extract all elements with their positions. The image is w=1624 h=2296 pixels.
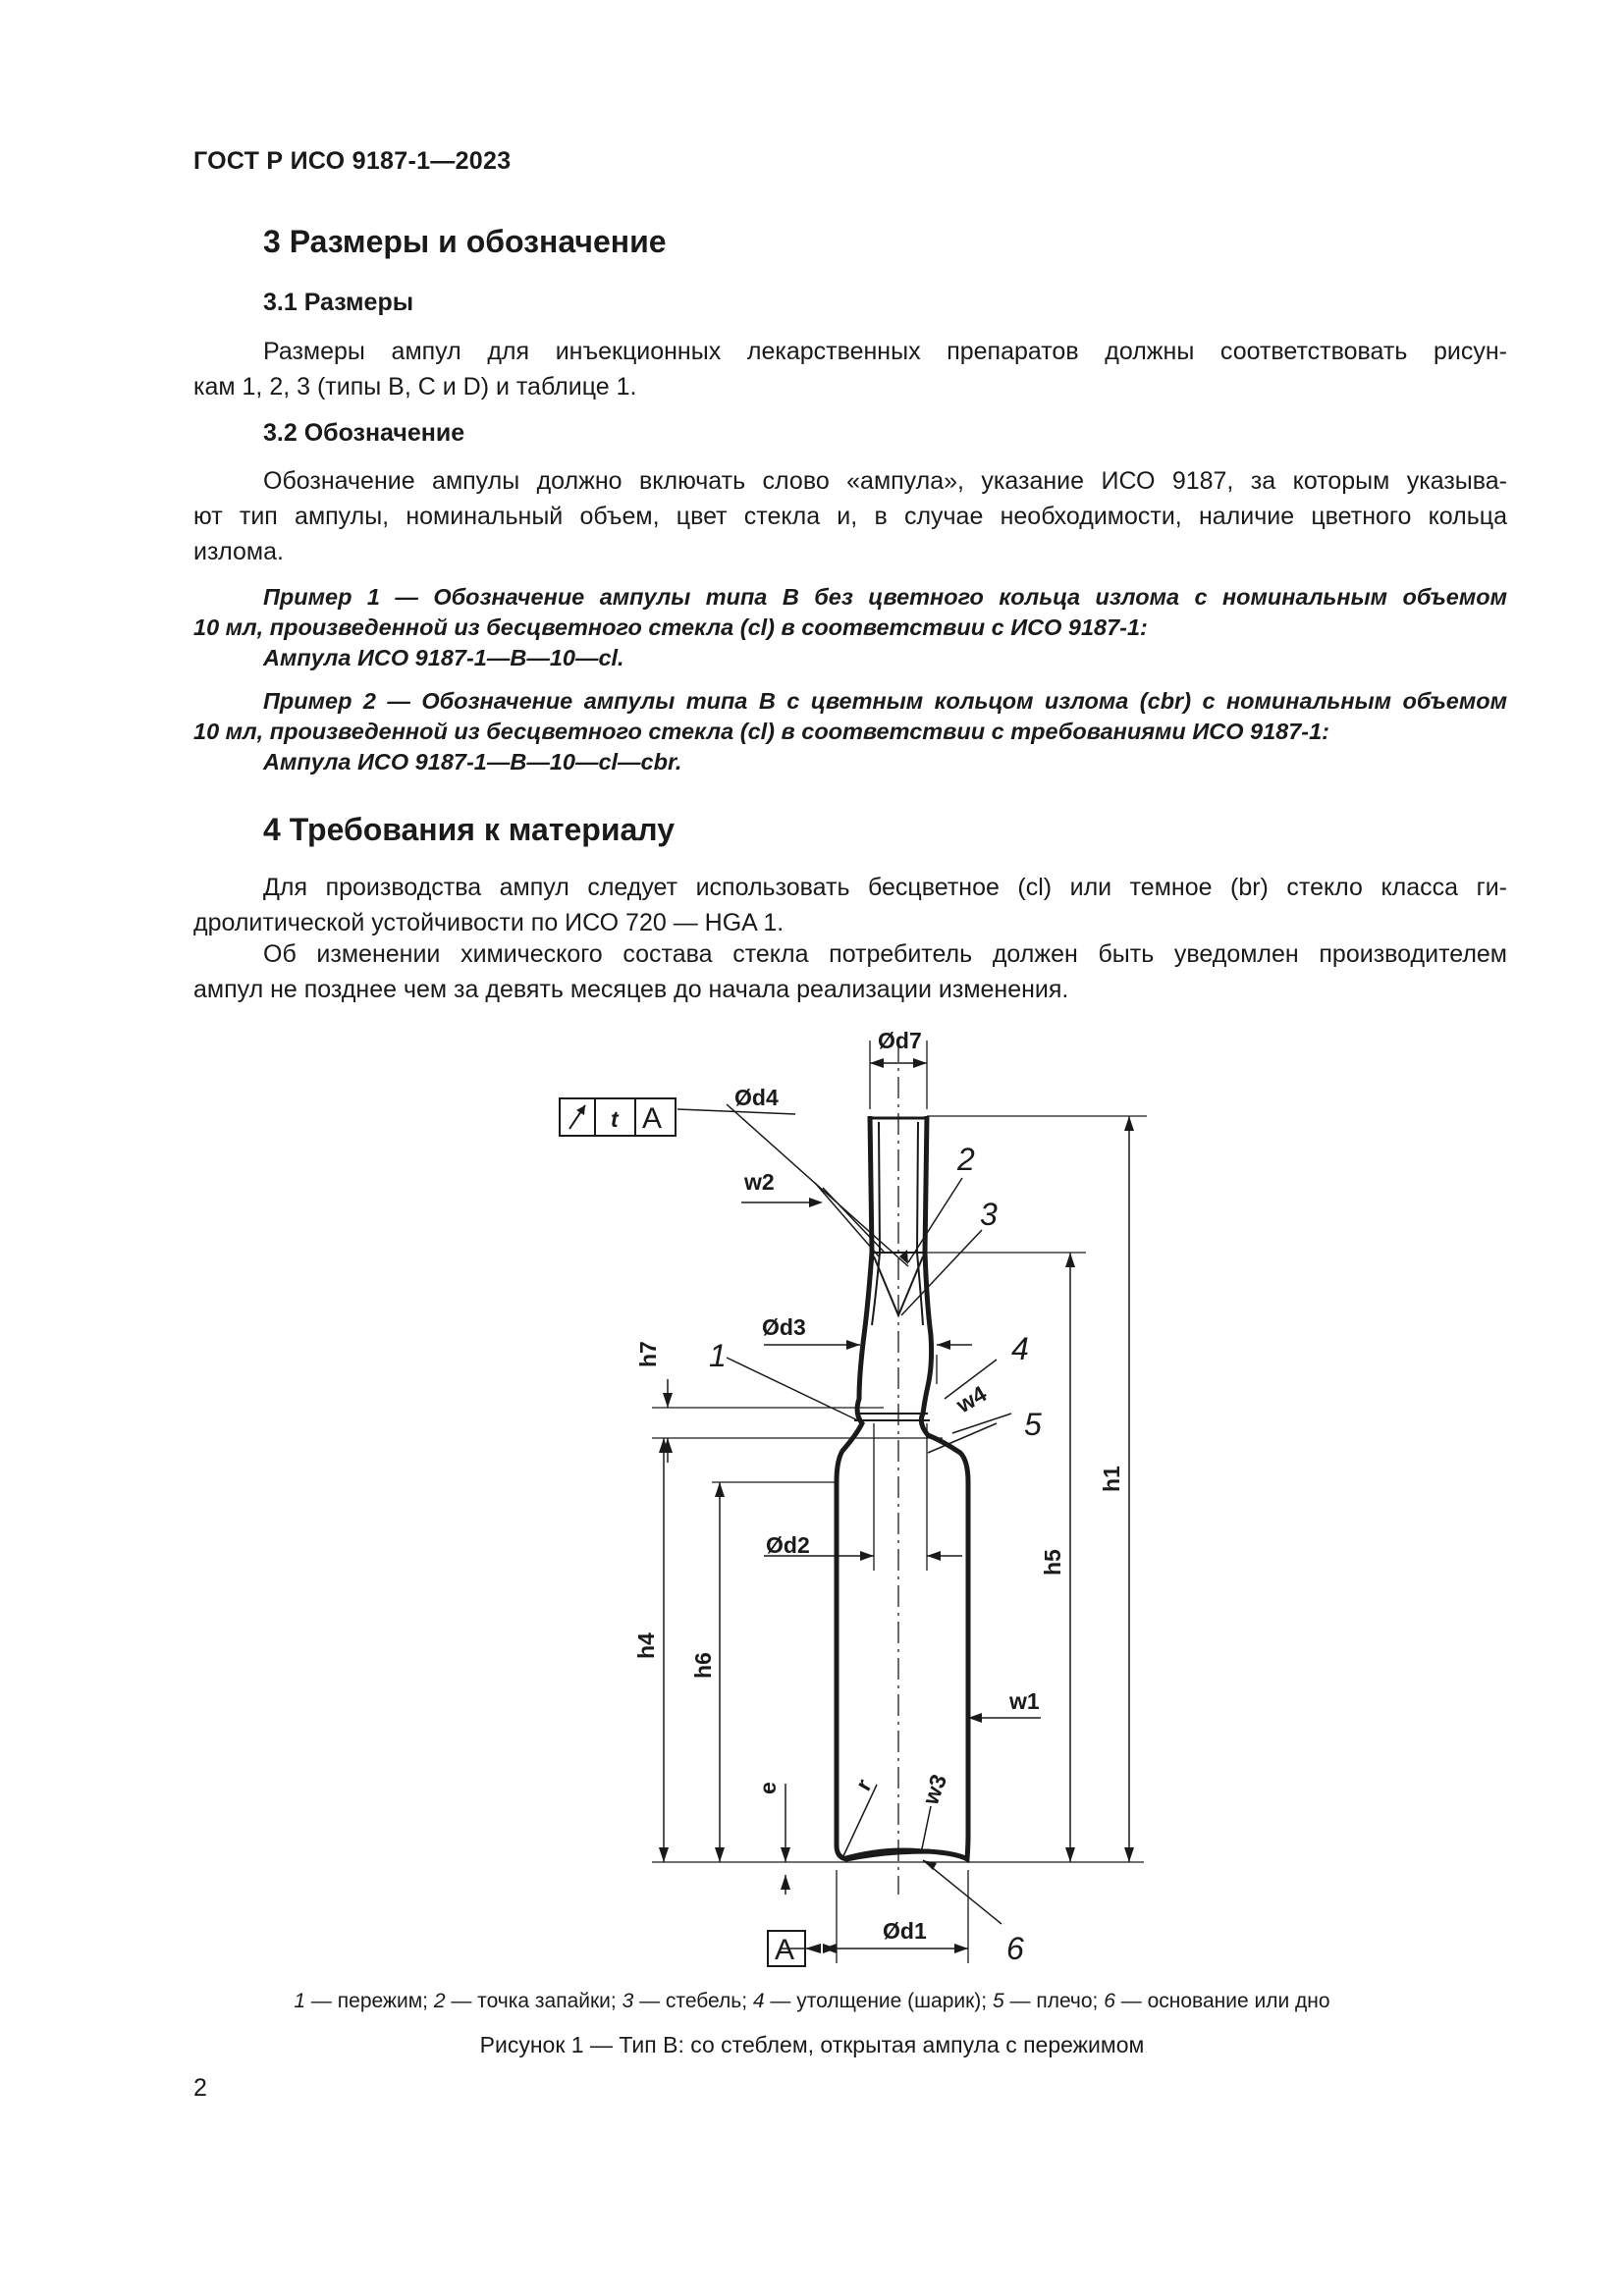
- text-line: Об изменении химического состава стекла потребитель должен быть уведомлен производителем: [263, 940, 1507, 968]
- label-r: r: [849, 1774, 877, 1795]
- label-d7: Ød7: [878, 1028, 922, 1053]
- text-line: Пример 1 — Обозначение ампулы типа В без цветного кольца излома с номинальным объемом: [263, 584, 1507, 610]
- label-h1: h1: [1099, 1466, 1124, 1492]
- label-e: e: [755, 1782, 781, 1794]
- label-h6: h6: [690, 1652, 716, 1679]
- label-d2: Ød2: [766, 1532, 810, 1558]
- legend-text: — стебель;: [633, 1990, 753, 2012]
- label-h4: h4: [633, 1632, 659, 1659]
- section-4-title: 4 Требования к материалу: [263, 812, 675, 847]
- figure-caption: Рисунок 1 — Тип В: со стеблем, открытая ампула с пережимом: [479, 2032, 1145, 2057]
- text-line: Пример 2 — Обозначение ампулы типа В с цветным кольцом излома (cbr) с номинальным объемом: [263, 688, 1507, 714]
- subsection-3-1-title: 3.1 Размеры: [263, 289, 414, 316]
- legend-num: 2: [433, 1990, 446, 2012]
- callout-3: 3: [980, 1197, 998, 1232]
- label-w2: w2: [744, 1169, 775, 1195]
- legend-num: 5: [992, 1990, 1004, 2012]
- document-header: ГОСТ Р ИСО 9187-1—2023: [193, 147, 512, 175]
- legend-text: — основание или дно: [1114, 1990, 1330, 2012]
- page-number: 2: [193, 2074, 207, 2102]
- label-d4: Ød4: [734, 1085, 779, 1110]
- legend-text: — утолщение (шарик);: [764, 1990, 993, 2012]
- text-line: Ампула ИСО 9187-1—В—10—cl—cbr.: [263, 749, 682, 774]
- callout-4: 4: [1011, 1331, 1029, 1366]
- legend-num: 4: [752, 1990, 765, 2012]
- label-t: t: [611, 1106, 619, 1132]
- text-line: Для производства ампул следует использовать бесцветное (cl) или темное (br) стекло класса ги-: [263, 874, 1507, 901]
- legend-text: — пережим;: [305, 1990, 434, 2012]
- section-3-title: 3 Размеры и обозначение: [263, 224, 667, 259]
- label-h7: h7: [635, 1341, 661, 1367]
- label-d1: Ød1: [883, 1918, 927, 1944]
- text-line: излома.: [193, 538, 284, 565]
- text-line: Размеры ампул для инъекционных лекарственных препаратов должны соответствовать рисун-: [263, 338, 1507, 365]
- legend-num: 3: [622, 1990, 634, 2012]
- text-line: Обозначение ампулы должно включать слово «ампула», указание ИСО 9187, за которым указыва-: [263, 467, 1507, 495]
- label-w3: w3: [917, 1770, 952, 1808]
- text-line: 10 мл, произведенной из бесцветного стекла (cl) в соответствии с требованиями ИСО 9187-1:: [193, 719, 1329, 744]
- legend-num: 1: [294, 1990, 306, 2012]
- figure-legend: [0, 1990, 1624, 2013]
- text-line: ампул не позднее чем за девять месяцев до начала реализации изменения.: [193, 976, 1069, 1003]
- callout-6: 6: [1006, 1931, 1024, 1966]
- label-d3: Ød3: [762, 1314, 806, 1340]
- legend-text: — плечо;: [1003, 1990, 1105, 2012]
- legend-text: — точка запайки;: [445, 1990, 623, 2012]
- callout-2: 2: [957, 1142, 975, 1177]
- callout-1: 1: [709, 1338, 727, 1373]
- label-h5: h5: [1040, 1549, 1065, 1575]
- label-w1: w1: [1009, 1688, 1040, 1714]
- text-line: дролитической устойчивости по ИСО 720 — HGA 1.: [193, 909, 785, 936]
- datum-a-bottom: A: [775, 1934, 795, 1966]
- legend-num: 6: [1104, 1990, 1115, 2012]
- text-line: ют тип ампулы, номинальный объем, цвет стекла и, в случае необходимости, наличие цветного кольца: [193, 503, 1507, 530]
- label-w4: w4: [951, 1380, 992, 1418]
- text-line: Ампула ИСО 9187-1—В—10—cl.: [263, 645, 624, 670]
- subsection-3-2-title: 3.2 Обозначение: [263, 419, 465, 447]
- callout-5: 5: [1024, 1407, 1042, 1442]
- text-line: кам 1, 2, 3 (типы В, С и D) и таблице 1.: [193, 373, 637, 400]
- text-line: 10 мл, произведенной из бесцветного стекла (cl) в соответствии с ИСО 9187-1:: [193, 614, 1148, 640]
- datum-a-top: A: [642, 1102, 663, 1135]
